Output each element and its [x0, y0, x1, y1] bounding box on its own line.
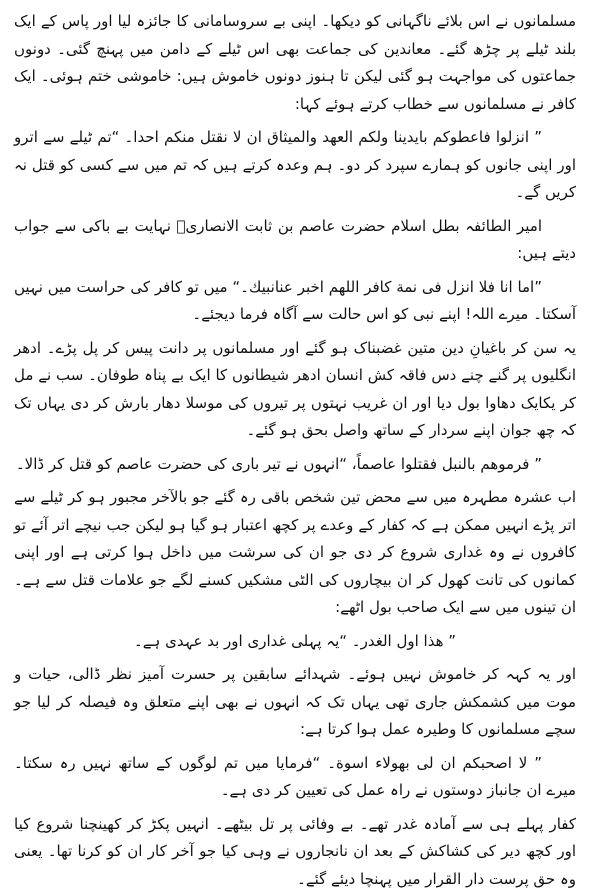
- paragraph-quote-first-treachery: ” هذا اول الغدر۔ “یہ پہلی غداری اور بد عہدی ہے۔: [14, 628, 576, 656]
- paragraph-quote-asim: ”اما انا فلا انزل فی نمة کافر اللهم اخبر عنانبیك۔“ میں تو کافر کی حراست میں نہیں آسکتا۔ میرے اللہ! اپنے نبی کو اس حالت سے آگاہ فرما دیجئے۔: [14, 274, 576, 329]
- paragraph-quote-arrows: ” فرموهم بالنبل فقتلوا عاصماً، “انہوں نے تیر باری کی حضرت عاصم کو قتل کر ڈالا۔: [14, 451, 576, 479]
- paragraph-quote-companions: ” لا اصحبکم ان لی بهولاء اسوة۔ “فرمایا میں تم لوگوں کے ساتھ نہیں رہ سکتا۔ میرے ان جانباز دوستوں نے راہ عمل کی تعیین کر دی ہے۔: [14, 750, 576, 805]
- paragraph-asim-reply-intro: امیر الطائفہ بطل اسلام حضرت عاصم بن ثابت الانصاریؓ نہایت بے باکی سے جواب دیتے ہیں:: [14, 213, 576, 268]
- paragraph-conclusion: کفار پہلے ہی سے آمادہ غدر تھے۔ بے وفائی پر تل بیٹھے۔ انہیں پکڑ کر کھینچنا شروع کیا اور کچھ دیر کی کشاکش کے بعد ان نانجاروں نے وہی کیا جو آخر کار ان کو کرنا تھا۔ یعنی وہ حق پرست دار القرار میں پہنچا دیئے گئے۔: [14, 811, 576, 893]
- paragraph-quote-enemy: ” انزلوا فاعطوکم بایدینا ولکم العهد والمیثاق ان لا نقتل منکم احدا۔ “تم ٹیلے سے اترو اور اپنی جانوں کو ہمارے سپرد کر دو۔ ہم وعدہ کرتے ہیں کہ تم میں سے کسی کو قتل نہ کریں گے۔: [14, 124, 576, 207]
- paragraph-intro: مسلمانوں نے اس بلائے ناگہانی کو دیکھا۔ اپنی بے سروسامانی کا جائزہ لیا اور پاس کے ایک بلند ٹیلے پر چڑھ گئے۔ معاندین کی جماعت بھی اس ٹیلے کے دامن میں پہنچ گئی۔ دونوں جماعتوں کی مواجہت ہو گئی لیکن تا ہنوز دونوں خاموش ہیں: خاموشی ختم ہوئی۔ ایک کافر نے مسلمانوں سے خطاب کرتے ہوئے کہا:: [14, 8, 576, 118]
- paragraph-resolve: اور یہ کہہ کر خاموش نہیں ہوئے۔ شہدائے سابقین پر حسرت آمیز نظر ڈالی، حیات و موت میں کشمکش جاری تھی یہاں تک کہ انہوں نے بھی اپنے متعلق وہ فیصلہ کر لیا جو سچے مسلمانوں کا وطیرہ عمل ہوا کرتا ہے:: [14, 661, 576, 744]
- paragraph-three-survivors: اب عشرہ مطہرہ میں سے محض تین شخص باقی رہ گئے جو بالآخر مجبور ہو کر ٹیلے سے اتر پڑے انہیں ممکن ہے کہ کفار کے وعدے پر کچھ اعتبار ہو گیا ہو لیکن جب نیچے اتر آئے تو کافروں نے وہ غداری شروع کر دی جو ان کی سرشت میں داخل ہوا کرتی ہے اور اپنی کمانوں کی تانت کھول کر ان بیچاروں کی الٹی مشکیں کسنے لگے جو علامات قتل سے ہے۔ ان تینوں میں سے ایک صاحب بول اٹھے:: [14, 484, 576, 622]
- paragraph-attack: یہ سن کر باغیانِ دین متین غضبناک ہو گئے اور مسلمانوں پر دانت پیس کر پل پڑے۔ ادھر انگلیوں پر گنے چنے دس فاقہ کش انسان ادھر شیطانوں کا ایک بے پناہ طوفان۔ سب نے مل کر یکایک دھاوا بول دیا اور ان غریب نہتوں پر تیروں کی موسلا دھار بارش کر دی یہاں تک کہ چھ جوان اپنے سردار کے ساتھ واصل بحق ہو گئے۔: [14, 335, 576, 445]
- document-page: [14, 8, 576, 868]
